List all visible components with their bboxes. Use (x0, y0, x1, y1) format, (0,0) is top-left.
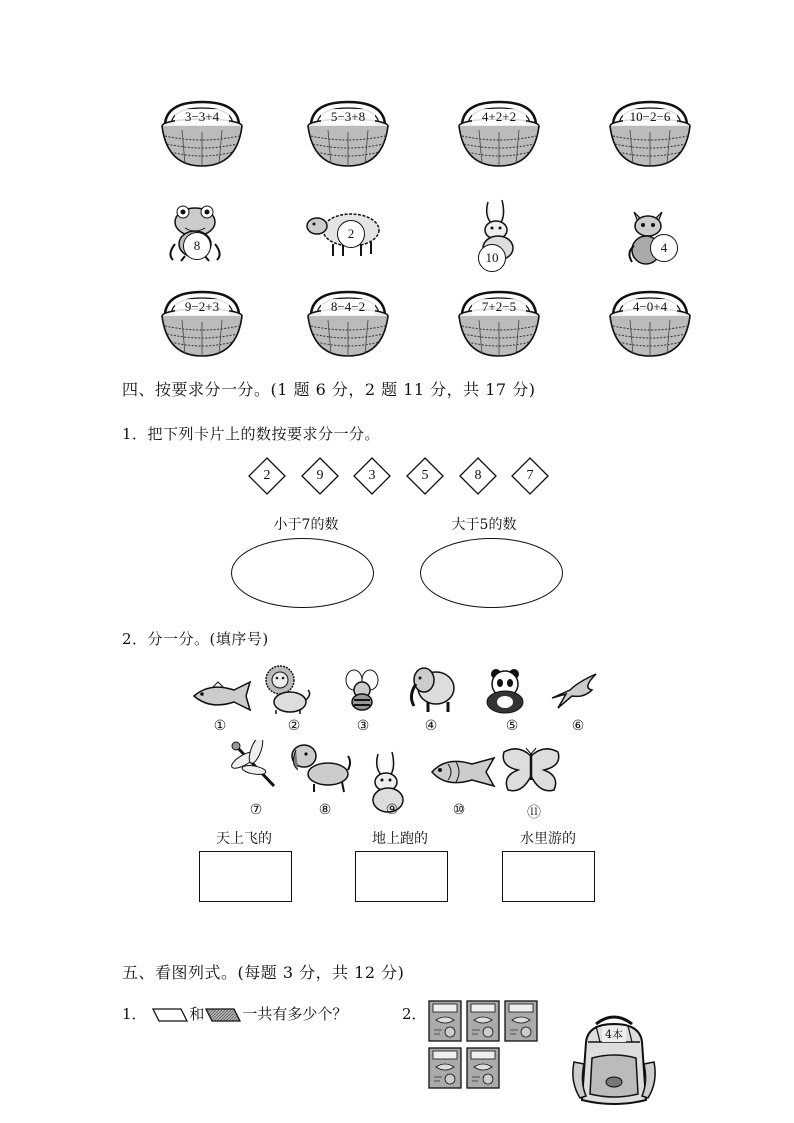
number-card-value: 5 (421, 468, 429, 483)
book-icon (466, 1047, 500, 1089)
butterfly-icon (498, 746, 564, 800)
parallelogram-shaded-icon (204, 1007, 242, 1023)
animal-index-label: ① (213, 718, 227, 734)
question5-1 (122, 1003, 347, 1024)
number-card[interactable] (248, 457, 286, 495)
number-card[interactable] (459, 457, 497, 495)
rabbit-icon (472, 198, 522, 266)
question5-1-rest: 一共有多少个？ (242, 1005, 348, 1023)
group-greater-than-5-label: 大于5的数 (451, 517, 517, 533)
swallow-icon (548, 668, 598, 716)
animal-number-badge: 4 (650, 234, 678, 262)
dog-icon (290, 742, 352, 798)
animal-index-label: ④ (424, 718, 438, 734)
number-card-value: 2 (263, 468, 271, 483)
basket-bottom-3 (454, 290, 544, 360)
animal-index-label: ③ (356, 718, 370, 734)
basket-expression: 3−3+4 (175, 109, 229, 125)
elephant-icon (404, 662, 458, 718)
basket-top-4 (605, 100, 695, 170)
parallelogram-white-icon (151, 1007, 189, 1023)
basket-expression: 4−0+4 (623, 299, 677, 315)
group-sky-label: 天上飞的 (216, 831, 272, 847)
basket-top-2 (303, 100, 393, 170)
number-card-value: 8 (474, 468, 482, 483)
animal-index-label: ⑤ (505, 718, 519, 734)
number-card[interactable] (301, 457, 339, 495)
animal-index-label: ⑩ (452, 802, 466, 818)
group-water-label: 水里游的 (520, 831, 576, 847)
lion-icon (262, 664, 312, 720)
fish-icon (190, 678, 254, 718)
sheep-icon (303, 206, 387, 262)
question1-text: 1．把下列卡片上的数按要求分一分。 (122, 425, 381, 443)
animal-index-label: ② (287, 718, 301, 734)
basket-top-3 (454, 100, 544, 170)
book-icon (428, 1047, 462, 1089)
basket-expression: 8−4−2 (321, 299, 375, 315)
animal-index-label: ⑥ (571, 718, 585, 734)
answer-box-sky[interactable] (199, 851, 292, 902)
question5-2-number: 2． (402, 1005, 427, 1023)
answer-ellipse-right[interactable] (420, 538, 563, 608)
number-card-value: 7 (526, 468, 534, 483)
animal-number-badge: 10 (478, 244, 506, 272)
goldfish-icon (428, 752, 498, 796)
frog-icon (165, 200, 225, 266)
bee-icon (342, 668, 382, 716)
group-land-label: 地上跑的 (372, 831, 428, 847)
answer-box-land[interactable] (355, 851, 448, 902)
number-card-value: 3 (368, 468, 376, 483)
basket-bottom-2 (303, 290, 393, 360)
answer-box-water[interactable] (502, 851, 595, 902)
basket-expression: 9−2+3 (175, 299, 229, 315)
panda-icon (480, 666, 530, 718)
section5-heading: 五、看图列式。(每题 3 分，共 12 分) (122, 963, 405, 982)
animal-number-badge: 8 (183, 232, 211, 260)
question5-1-number: 1． (122, 1005, 147, 1023)
basket-expression: 10−2−6 (623, 109, 677, 125)
book-icon (466, 1000, 500, 1042)
animal-number-badge: 2 (337, 220, 365, 248)
animal-index-label: ⑦ (249, 802, 263, 818)
answer-ellipse-left[interactable] (231, 538, 374, 608)
basket-bottom-1 (157, 290, 247, 360)
basket-top-1 (157, 100, 247, 170)
number-card[interactable] (511, 457, 549, 495)
animal-index-label: ⑨ (385, 802, 399, 818)
basket-expression: 4+2+2 (472, 109, 526, 125)
book-icon (504, 1000, 538, 1042)
cat-icon (626, 206, 670, 270)
and-text: 和 (189, 1005, 205, 1023)
animal-index-label: ⑪ (527, 805, 541, 821)
number-card[interactable] (406, 457, 444, 495)
animal-index-label: ⑧ (318, 802, 332, 818)
basket-expression: 5−3+8 (321, 109, 375, 125)
question2-text: 2．分一分。(填序号) (122, 630, 269, 648)
dragonfly-icon (226, 740, 284, 796)
number-card[interactable] (353, 457, 391, 495)
group-less-than-7-label: 小于7的数 (273, 517, 339, 533)
basket-expression: 7+2−5 (472, 299, 526, 315)
book-icon (428, 1000, 462, 1042)
section4-heading: 四、按要求分一分。(1 题 6 分，2 题 11 分，共 17 分) (122, 380, 536, 399)
number-card-value: 9 (316, 468, 324, 483)
basket-bottom-4 (605, 290, 695, 360)
backpack-label: 4本 (602, 1026, 626, 1042)
backpack-icon (566, 1012, 662, 1110)
